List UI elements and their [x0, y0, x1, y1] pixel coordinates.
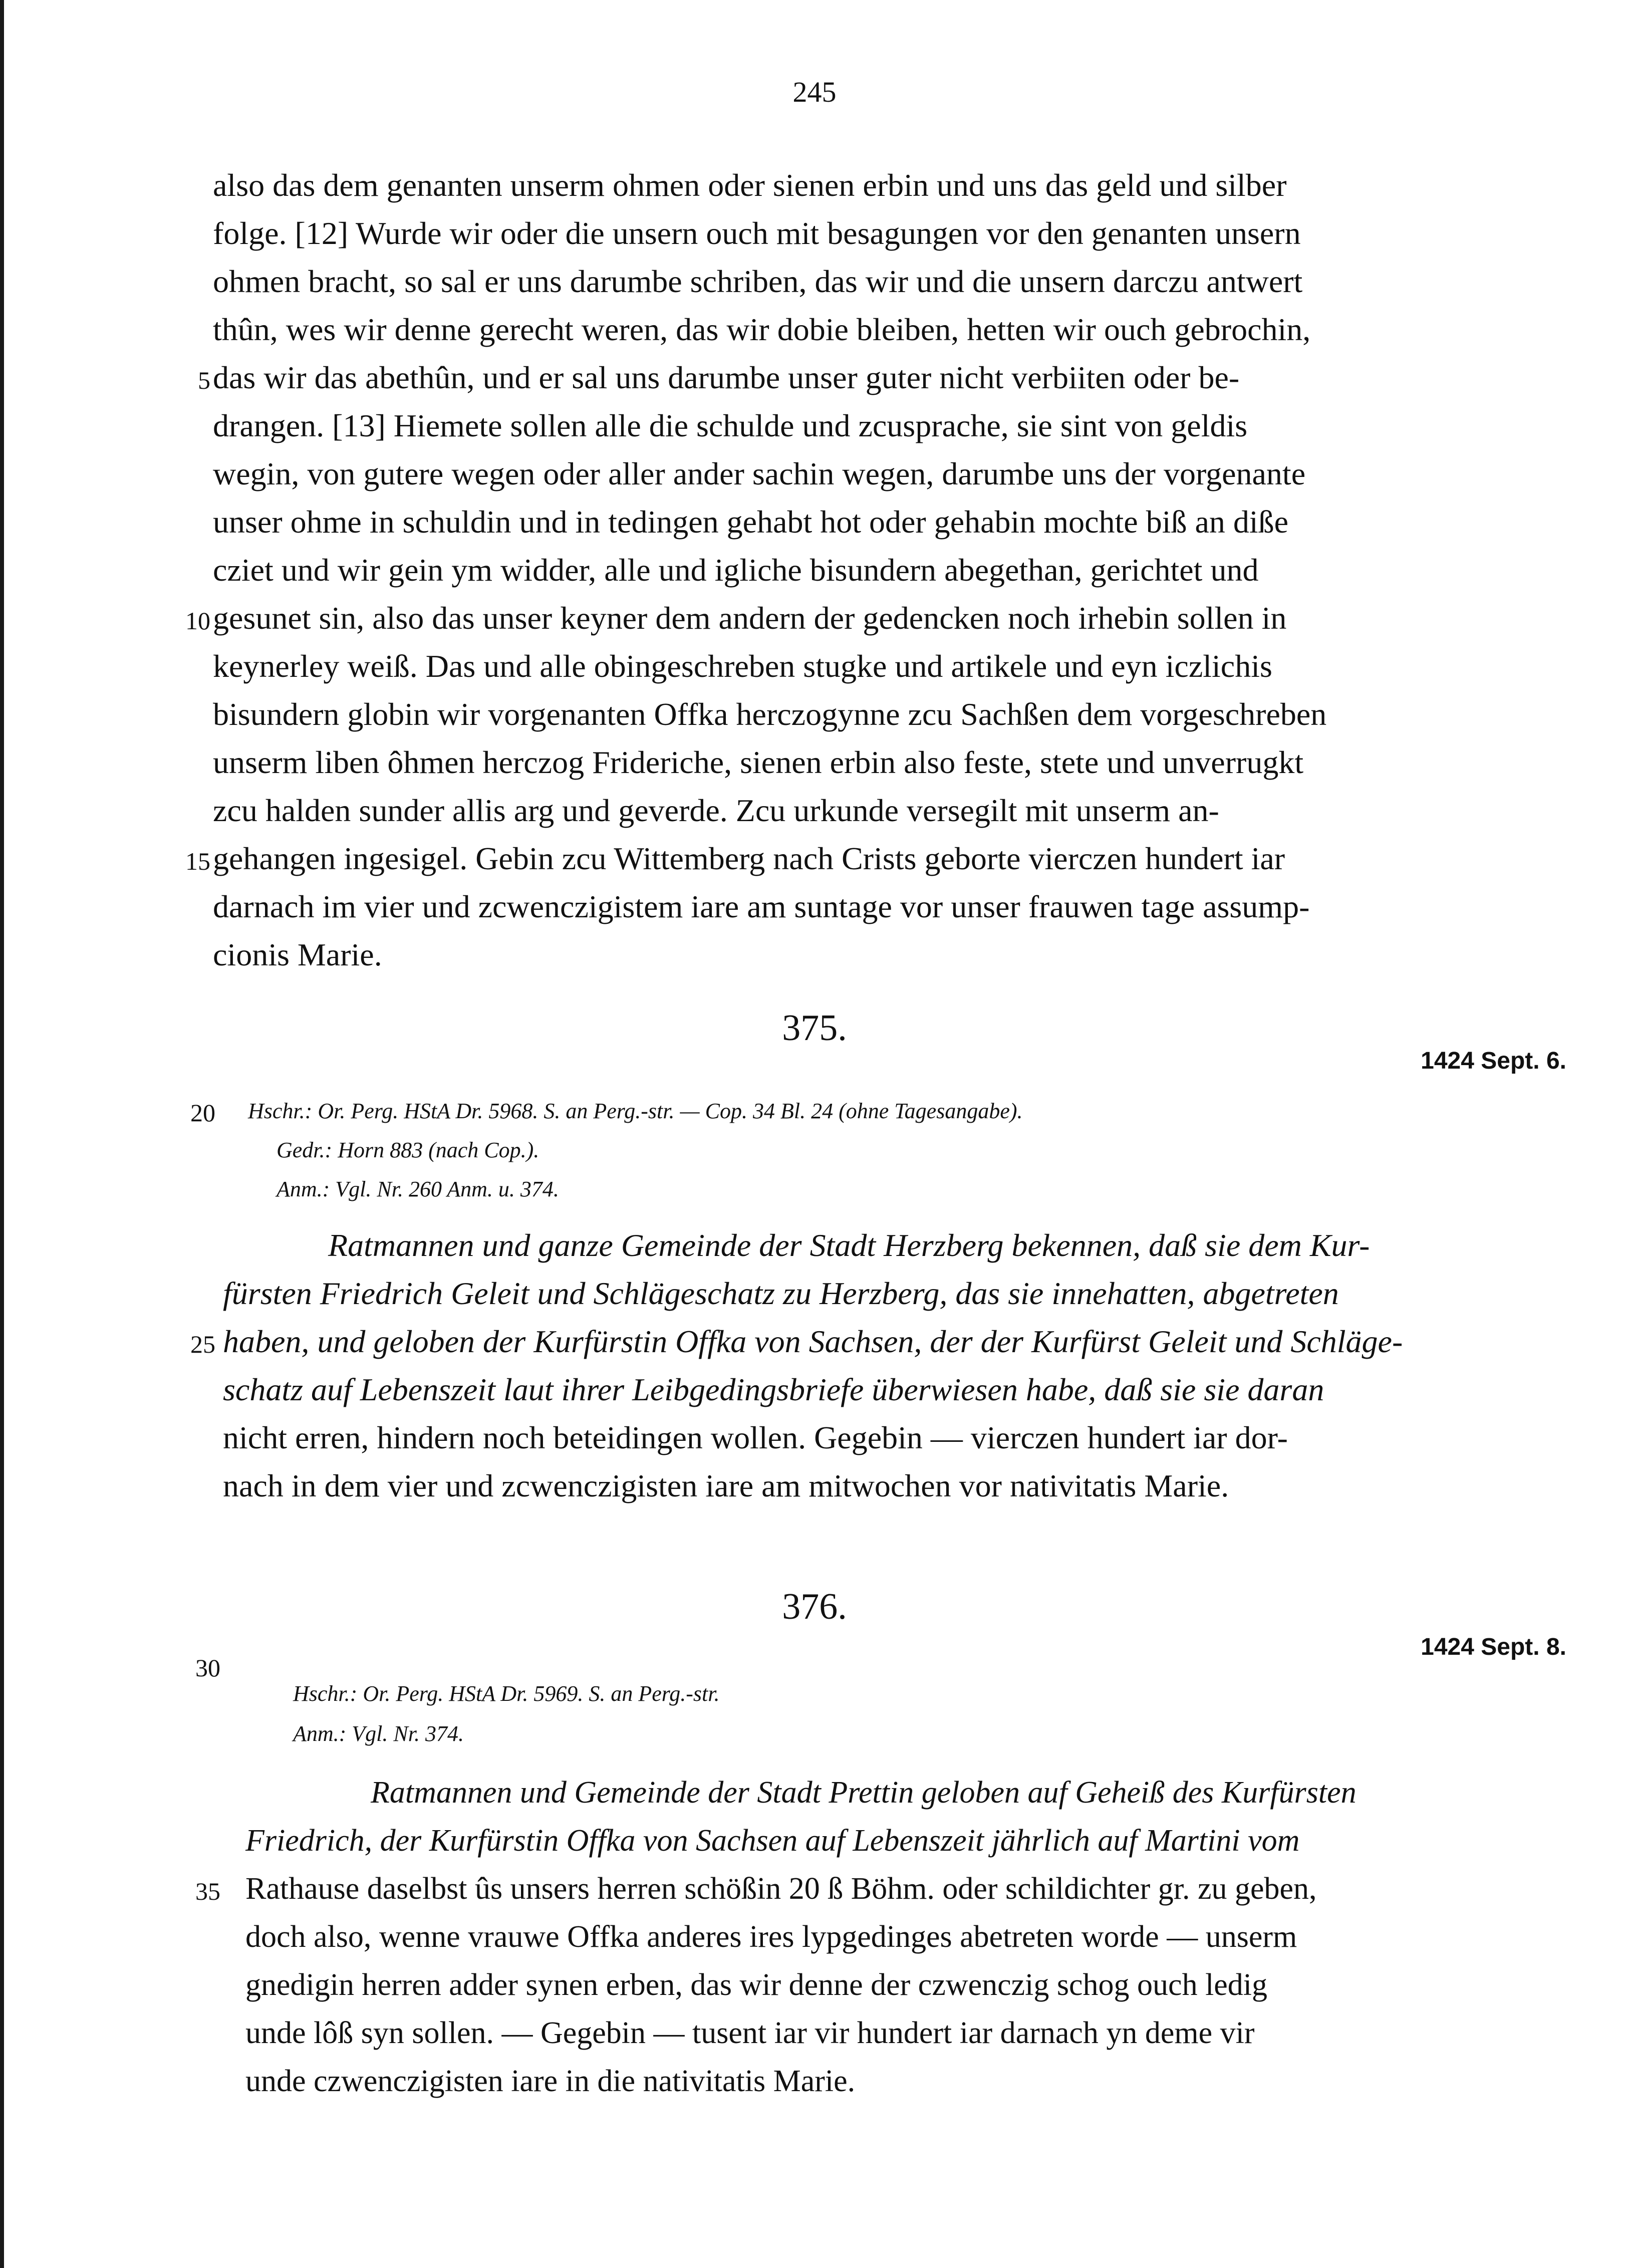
text-line: keynerley weiß. Das und alle obingeschreben stugke und artikele und eyn iczlichis	[213, 648, 1272, 684]
regest-line: Friedrich, der Kurfürstin Offka von Sachsen auf Lebenszeit jährlich auf Martini vom	[245, 1824, 1300, 1858]
text-line: nicht erren, hindern noch beteidingen wollen. Gegebin — vierczen hundert iar dor-	[223, 1420, 1288, 1455]
regest-line: Ratmannen und Gemeinde der Stadt Prettin geloben auf Geheiß des Kurfürsten	[371, 1776, 1356, 1810]
document-date: 1424 Sept. 6.	[1421, 1048, 1566, 1074]
text-line: unserm liben ôhmen herczog Frideriche, sienen erbin also feste, stete und unverrugkt	[213, 744, 1304, 780]
document-number: 376.	[782, 1586, 847, 1627]
document-date: 1424 Sept. 8.	[1421, 1634, 1566, 1660]
line-number: 25	[190, 1330, 215, 1358]
text-line: cionis Marie.	[213, 937, 382, 972]
regest-line: haben, und geloben der Kurfürstin Offka von Sachsen, der der Kurfürst Geleit und Schläge-	[223, 1324, 1403, 1359]
text-line: gehangen ingesigel. Gebin zcu Wittemberg nach Crists geborte vierczen hundert iar	[213, 841, 1285, 876]
page-edge-mark	[0, 0, 4, 2268]
text-line: thûn, wes wir denne gerecht weren, das wir dobie bleiben, hetten wir ouch gebrochin,	[213, 312, 1311, 347]
text-line: gnedigin herren adder synen erben, das wir denne der czwenczig schog ouch ledig	[245, 1968, 1268, 2002]
text-line: ohmen bracht, so sal er uns darumbe schriben, das wir und die unsern darczu antwert	[213, 264, 1303, 299]
text-line: zcu halden sunder allis arg und geverde. Zcu urkunde versegilt mit unserm an-	[213, 793, 1219, 828]
text-line: bisundern globin wir vorgenanten Offka herczogynne zcu Sachßen dem vorgeschreben	[213, 696, 1327, 732]
source-note: Anm.: Vgl. Nr. 374.	[293, 1721, 464, 1746]
text-line: drangen. [13] Hiemete sollen alle die schulde und zcusprache, sie sint von geldis	[213, 408, 1248, 443]
line-number: 20	[190, 1099, 215, 1127]
text-line: gesunet sin, also das unser keyner dem andern der gedencken noch irhebin sollen in	[213, 600, 1287, 636]
text-line: nach in dem vier und zcwenczigisten iare am mitwochen vor nativitatis Marie.	[223, 1468, 1229, 1503]
regest-line: Ratmannen und ganze Gemeinde der Stadt Herzberg bekennen, daß sie dem Kur-	[328, 1227, 1370, 1263]
text-line: unde czwenczigisten iare in die nativitatis Marie.	[245, 2064, 856, 2098]
line-number: 30	[195, 1654, 220, 1682]
page-number: 245	[792, 76, 837, 108]
text-line: also das dem genanten unserm ohmen oder sienen erbin und uns das geld und silber	[213, 167, 1287, 203]
source-note: Anm.: Vgl. Nr. 260 Anm. u. 374.	[277, 1177, 559, 1201]
text-line: folge. [12] Wurde wir oder die unsern ouch mit besagungen vor den genanten unsern	[213, 215, 1301, 251]
regest-line: fürsten Friedrich Geleit und Schlägeschatz zu Herzberg, das sie innehatten, abgetreten	[223, 1276, 1339, 1311]
source-note: Gedr.: Horn 883 (nach Cop.).	[277, 1138, 539, 1162]
text-line: darnach im vier und zcwenczigistem iare am suntage vor unser frauwen tage assump-	[213, 889, 1310, 924]
text-line: das wir das abethûn, und er sal uns darumbe unser guter nicht verbiiten oder be-	[213, 360, 1240, 395]
source-note: Hschr.: Or. Perg. HStA Dr. 5968. S. an Perg.-str. — Cop. 34 Bl. 24 (ohne Tagesangabe).	[248, 1099, 1023, 1123]
regest-line: schatz auf Lebenszeit laut ihrer Leibgedingsbriefe überwiesen habe, daß sie sie daran	[223, 1372, 1324, 1407]
line-number: 10	[185, 607, 210, 635]
source-note: Hschr.: Or. Perg. HStA Dr. 5969. S. an Perg.-str.	[293, 1681, 720, 1706]
text-line: doch also, wenne vrauwe Offka anderes ires lypgedinges abetreten worde — unserm	[245, 1920, 1297, 1954]
document-number: 375.	[782, 1007, 847, 1049]
text-line: unde lôß syn sollen. — Gegebin — tusent iar vir hundert iar darnach yn deme vir	[245, 2016, 1255, 2050]
text-line: cziet und wir gein ym widder, alle und igliche bisundern abegethan, gerichtet und	[213, 552, 1259, 588]
line-number: 15	[185, 847, 210, 875]
text-line: wegin, von gutere wegen oder aller ander sachin wegen, darumbe uns der vorgenante	[213, 456, 1306, 491]
text-line: unser ohme in schuldin und in tedingen gehabt hot oder gehabin mochte biß an diße	[213, 504, 1289, 540]
line-number: 5	[198, 366, 210, 394]
text-line: Rathause daselbst ûs unsers herren schößin 20 ß Böhm. oder schildichter gr. zu geben,	[245, 1872, 1317, 1906]
line-number: 35	[195, 1877, 220, 1905]
